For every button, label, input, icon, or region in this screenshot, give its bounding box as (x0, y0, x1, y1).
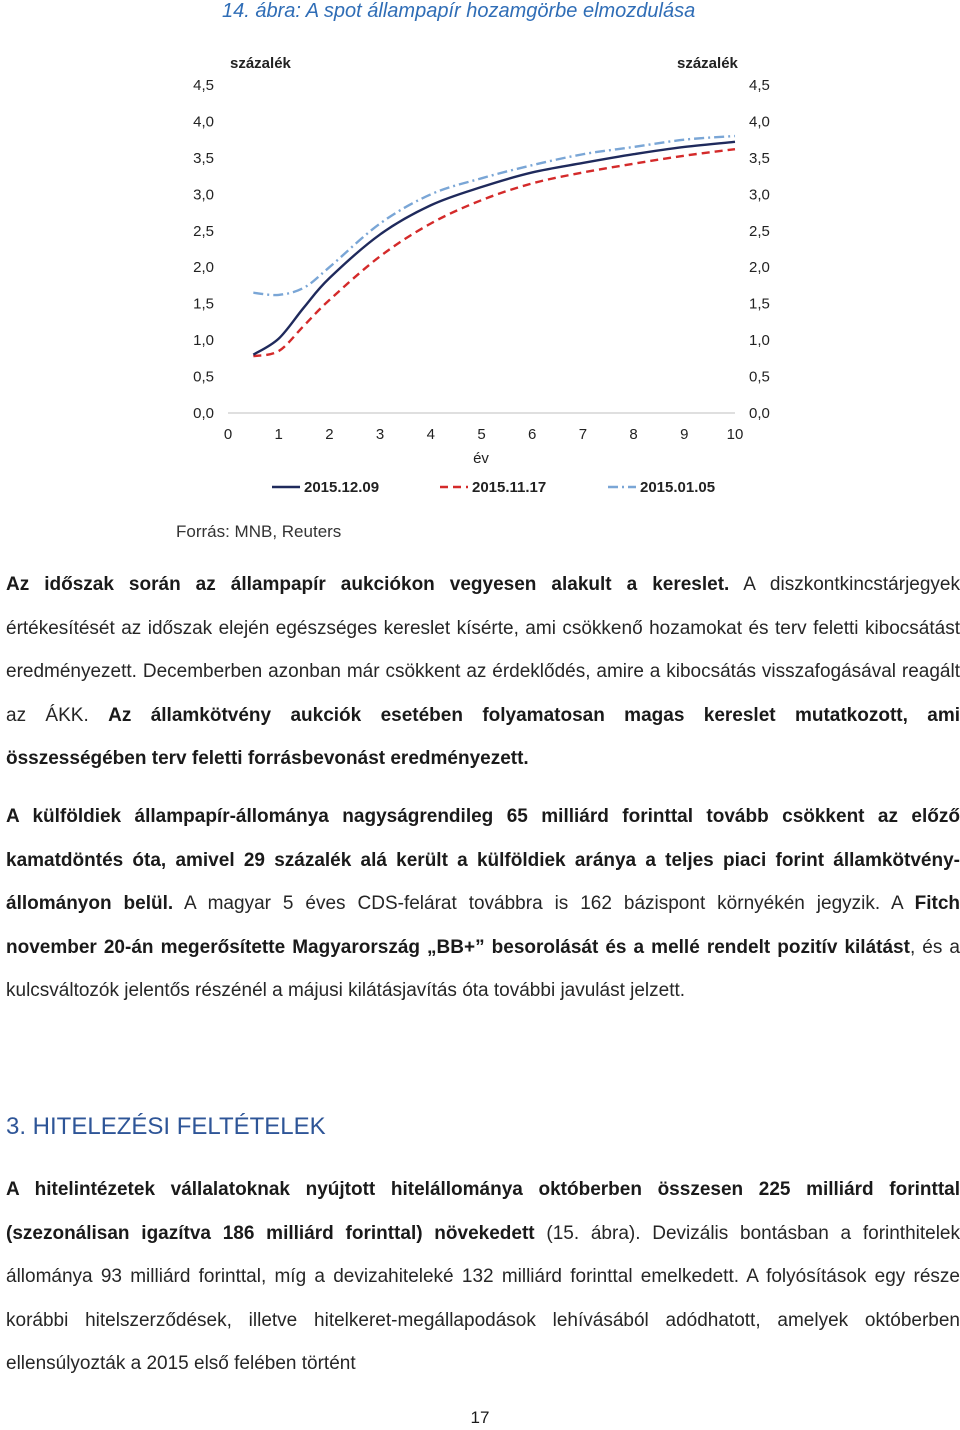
figure-source: Forrás: MNB, Reuters (176, 522, 342, 541)
y-axis-unit-right: százalék (677, 55, 738, 72)
y-tick-left: 3,5 (193, 149, 214, 167)
y-tick-right: 3,5 (749, 149, 770, 167)
x-tick: 9 (680, 426, 689, 443)
y-tick-left: 4,0 (193, 113, 214, 131)
paragraph-text: (15. ábra). Devizális bontásban a forinthitelek állománya 93 milliárd forinttal, míg a devizahiteleké 132 milliárd forinttal emelkedett. A folyósítások egy része korábbi hitelszerződések, illetve hitelkeret-megállapodások lehívásából adódhatott, amelyek októberben ellensúlyozták a 2015 első felében történt (6, 1222, 960, 1374)
x-tick: 10 (726, 426, 744, 443)
paragraph-bold: Fitch november 20-án megerősítette Magyarország „BB+” besorolását és a mellé rendelt pozitív kilátást (6, 893, 960, 958)
yield-curve-chart (180, 40, 800, 510)
y-tick-right: 1,5 (749, 295, 770, 313)
series-line-2015.01.05 (253, 136, 735, 295)
section-heading: 3. HITELEZÉSI FELTÉTELEK (6, 1113, 326, 1140)
series-line-2015.11.17 (253, 149, 735, 356)
y-tick-left: 4,5 (193, 77, 214, 94)
x-tick: 4 (426, 426, 435, 443)
x-tick: 2 (325, 426, 334, 443)
series-line-2015.12.09 (253, 142, 735, 355)
paragraph-foreign-holdings (6, 795, 960, 1013)
paragraph-lending (6, 1168, 960, 1386)
chart-legend (272, 479, 715, 496)
x-axis-label: év (473, 450, 489, 467)
legend-label: 2015.12.09 (304, 479, 380, 496)
y-tick-left: 2,5 (193, 222, 214, 240)
paragraph-auctions (6, 563, 960, 781)
x-tick: 6 (528, 426, 537, 443)
x-tick: 0 (223, 426, 233, 443)
figure-title: 14. ábra: A spot állampapír hozamgörbe elmozdulása (222, 0, 696, 22)
page-number: 17 (470, 1408, 490, 1427)
paragraph-lead: A külföldiek állampapír-állománya nagyságrendileg 65 milliárd forinttal tovább csökkent az előző kamatdöntés óta, amivel 29 százalék alá került a külföldiek aránya a teljes piaci forint államkötvény-állományon belül. (6, 806, 960, 914)
x-tick: 8 (629, 426, 638, 443)
legend-label: 2015.01.05 (640, 479, 716, 496)
y-tick-right: 2,5 (749, 222, 770, 240)
y-tick-left: 3,0 (193, 186, 214, 204)
x-tick: 3 (375, 426, 385, 443)
paragraph-text: A magyar 5 éves CDS-felárat továbbra is 162 bázispont környékén jegyzik. A (173, 893, 915, 914)
y-tick-right: 0,5 (749, 368, 770, 386)
paragraph-text: , és a kulcsváltozók jelentős részénél a májusi kilátásjavítás óta további javulást jelzett. (6, 936, 960, 1001)
x-tick: 5 (477, 426, 486, 443)
x-tick: 1 (274, 426, 283, 443)
y-tick-right: 1,0 (749, 332, 770, 350)
y-tick-left: 0,5 (193, 368, 214, 386)
paragraph-lead: A hitelintézetek vállalatoknak nyújtott hitelállománya októberben összesen 225 milliárd forinttal (szezonálisan igazítva 186 milliárd forinttal) növekedett (6, 1179, 960, 1244)
paragraph-lead: Az időszak során az állampapír aukciókon vegyesen alakult a kereslet. (6, 574, 730, 595)
y-tick-left: 0,0 (193, 405, 214, 422)
y-axis-unit-left: százalék (230, 55, 291, 72)
y-tick-right: 4,5 (749, 77, 770, 94)
y-tick-left: 2,0 (193, 259, 214, 277)
y-tick-right: 0,0 (749, 405, 770, 422)
y-tick-left: 1,0 (193, 332, 214, 350)
y-tick-left: 1,5 (193, 295, 214, 313)
y-tick-right: 2,0 (749, 259, 770, 277)
y-tick-right: 4,0 (749, 113, 770, 131)
x-tick: 7 (578, 426, 588, 443)
legend-label: 2015.11.17 (472, 479, 547, 496)
y-tick-right: 3,0 (749, 186, 770, 204)
paragraph-bold: Az államkötvény aukciók esetében folyamatosan magas kereslet mutatkozott, ami összességében terv feletti forrásbevonást eredményezett. (6, 704, 960, 769)
paragraph-text: A diszkontkincstárjegyek értékesítését az időszak elején egészséges kereslet kísérte, ami csökkenő hozamokat és terv feletti kibocsátást eredményezett. Decemberben azonban már csökkent az érdeklődés, amire a kibocsátás visszafogásával reagált az ÁKK. (6, 574, 960, 726)
